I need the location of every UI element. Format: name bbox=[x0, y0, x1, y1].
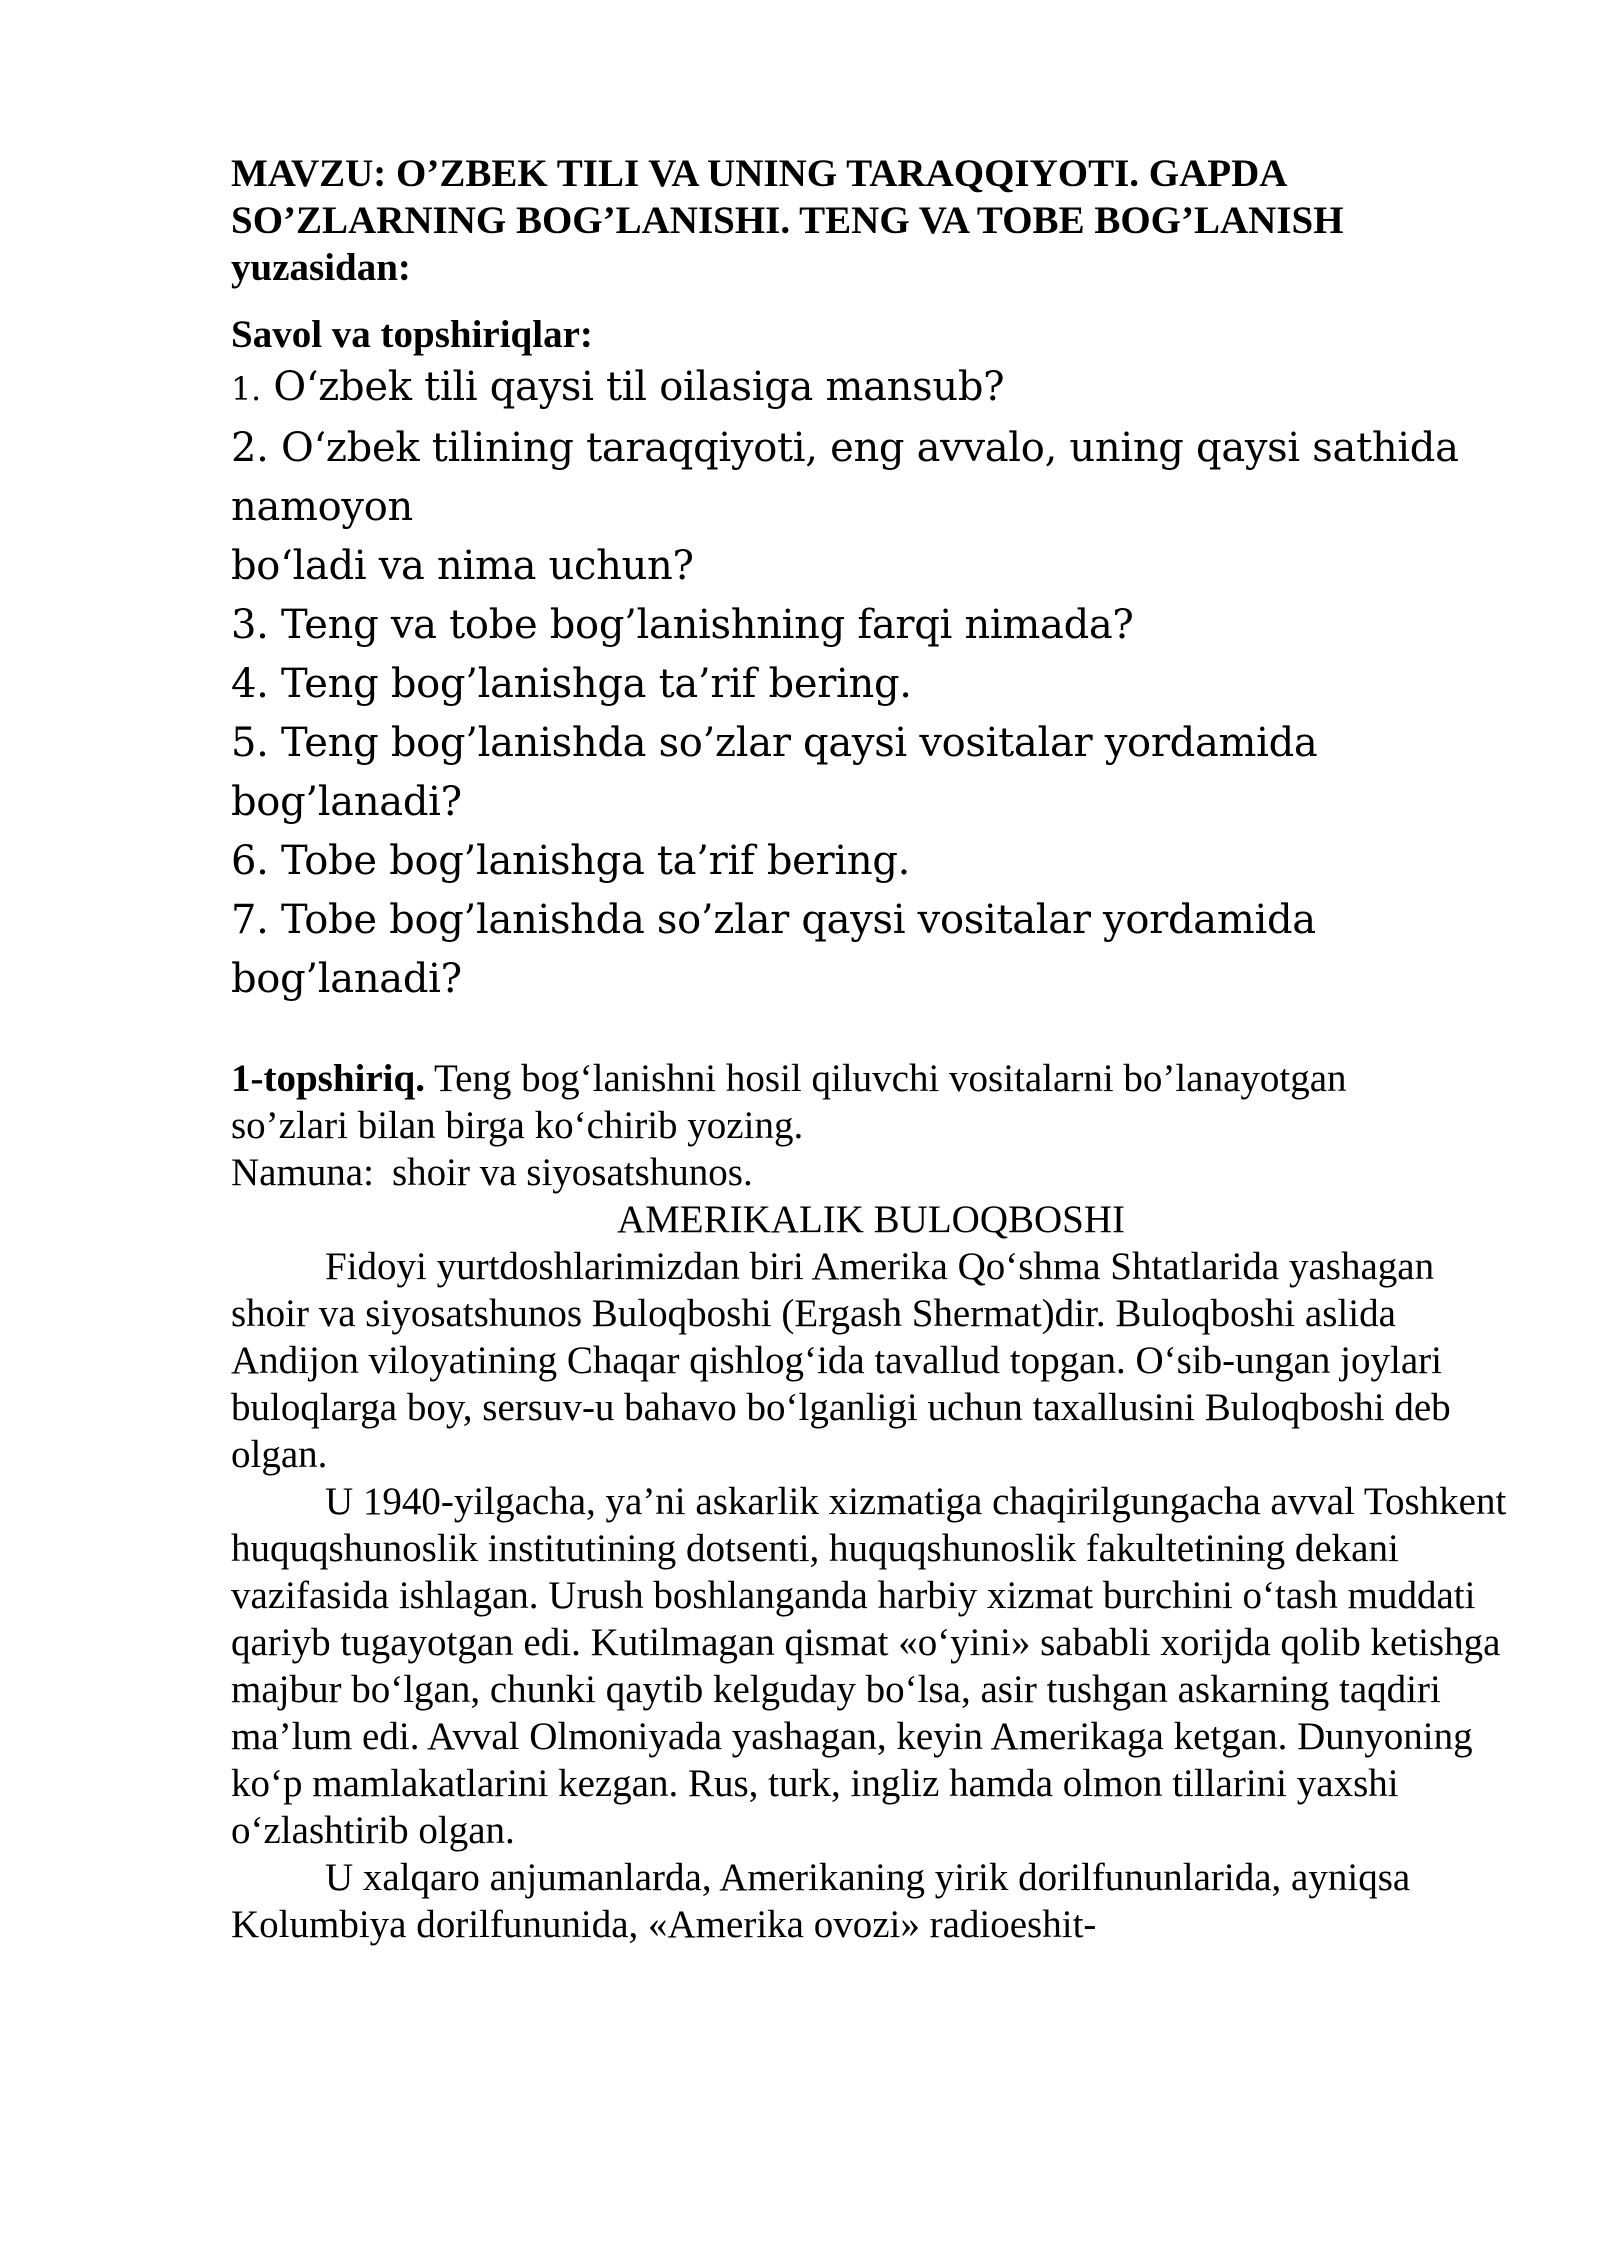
question-number: 4. bbox=[231, 661, 269, 707]
question-text: O‘zbek tilining taraqqiyoti, eng avvalo, uning qaysi sathida bbox=[268, 425, 1459, 471]
question-line bbox=[231, 832, 1511, 891]
questions-list bbox=[231, 358, 1511, 1009]
task-1-label: 1-topshiriq. bbox=[231, 1057, 425, 1100]
question-line bbox=[231, 655, 1511, 714]
question-text: Teng bog’lanishga ta’rif bering. bbox=[268, 661, 912, 707]
question-line bbox=[231, 419, 1511, 478]
question-number: 6. bbox=[231, 838, 269, 884]
task-1-text: Teng bog‘lanishni hosil qiluvchi vositalarni bo’lanayotgan bbox=[424, 1057, 1347, 1100]
question-text: bog’lanadi? bbox=[231, 956, 462, 1002]
question-number: 3. bbox=[231, 602, 269, 648]
question-number: 2. bbox=[231, 425, 269, 471]
questions-title: Savol va topshiriqlar: bbox=[231, 313, 593, 356]
question-text: O‘zbek tili qaysi til oilasiga mansub? bbox=[260, 364, 1005, 410]
task-1-line-1 bbox=[231, 1055, 1511, 1102]
question-line bbox=[231, 773, 1511, 832]
heading-line-3: yuzasidan: bbox=[231, 246, 411, 289]
document-heading bbox=[231, 150, 1511, 291]
question-number: 7. bbox=[231, 897, 269, 943]
question-line bbox=[231, 714, 1511, 773]
story-paragraph: U xalqaro anjumanlarda, Amerikaning yirik dorilfununlarida, ayniqsa Kolumbiya dorilfununida, «Amerika ovozi» radioeshit- bbox=[231, 1856, 1411, 1946]
question-text: Tobe bog’lanishga ta’rif bering. bbox=[268, 838, 911, 884]
task-1-line-2: so’zlari bilan birga ko‘chirib yozing. bbox=[231, 1104, 804, 1147]
question-line bbox=[231, 596, 1511, 655]
question-text: bo‘ladi va nima uchun? bbox=[231, 543, 694, 589]
story-paragraph: Fidoyi yurtdoshlarimizdan biri Amerika Qo‘shma Shtatlarida yashagan shoir va siyosatshunos Buloqboshi (Ergash Shermat)dir. Buloqboshi aslida Andijon viloyatining Chaqar qishlog‘ida tavallud topgan. O‘sib-ungan joylari buloqlarga boy, sersuv-u bahavo bo‘lganligi uchun taxallusini Buloqboshi deb olgan. bbox=[231, 1245, 1451, 1476]
story-paragraph: U 1940-yilgacha, ya’ni askarlik xizmatiga chaqirilgungacha avval Toshkent huquqshunoslik institutining dotsenti, huquqshunoslik fakultetining dekani vazifasida ishlagan. Urush boshlanganda harbiy xizmat burchini o‘tash muddati qariyb tugayotgan edi. Kutilmagan qismat «o‘yini» sababli xorijda qolib ketishga majbur bo‘lgan, chunki qaytib kelguday bo‘lsa, asir tushgan askarning taqdiri ma’lum edi. Avval Olmoniyada yashagan, keyin Amerikaga ketgan. Dunyoning ko‘p mamlakatlarini kezgan. Rus, turk, ingliz hamda olmon tillarini yaxshi o‘zlashtirib olgan. bbox=[231, 1480, 1507, 1852]
question-line bbox=[231, 478, 1511, 537]
question-text: Teng bog’lanishda so’zlar qaysi vositalar yordamida bbox=[268, 720, 1318, 766]
sample-line bbox=[231, 1149, 1511, 1196]
sample-text: shoir va siyosatshunos. bbox=[391, 1151, 753, 1194]
question-number: 1. bbox=[231, 370, 261, 408]
question-line bbox=[231, 950, 1511, 1009]
task-1 bbox=[231, 1055, 1511, 1149]
document-page bbox=[231, 150, 1511, 1948]
question-text: Teng va tobe bog’lanishning farqi nimada? bbox=[268, 602, 1134, 648]
question-line bbox=[231, 358, 1511, 419]
heading-line-1: MAVZU: O’ZBEK TILI VA UNING TARAQQIYOTI. GAPDA bbox=[231, 152, 1288, 195]
heading-line-2: SO’ZLARNING BOG’LANISHI. TENG VA TOBE BOG’LANISH bbox=[231, 199, 1344, 242]
question-line bbox=[231, 537, 1511, 596]
question-number: 5. bbox=[231, 720, 269, 766]
question-text: namoyon bbox=[231, 484, 413, 530]
question-line bbox=[231, 891, 1511, 950]
story-title: AMERIKALIK BULOQBOSHI bbox=[616, 1198, 1126, 1241]
sample-label: Namuna: bbox=[231, 1151, 374, 1194]
question-text: Tobe bog’lanishda so’zlar qaysi vositalar yordamida bbox=[268, 897, 1316, 943]
question-text: bog’lanadi? bbox=[231, 779, 462, 825]
